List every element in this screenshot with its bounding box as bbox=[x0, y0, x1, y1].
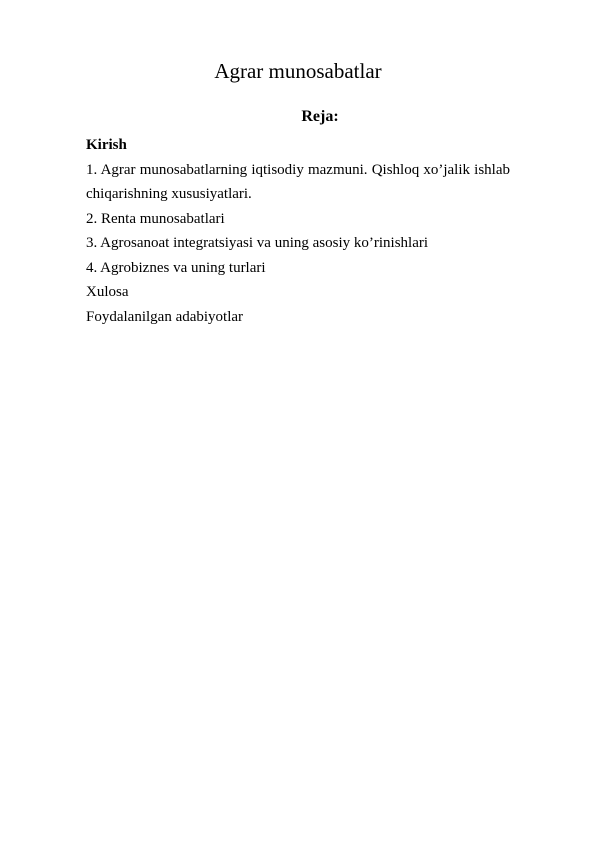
plan-item-4: 4. Agrobiznes va uning turlari bbox=[86, 259, 266, 276]
plan-intro: Kirish bbox=[86, 137, 127, 153]
plan-conclusion: Xulosa bbox=[86, 284, 129, 300]
plan-item-2: 2. Renta munosabatlari bbox=[86, 210, 225, 227]
plan-heading: Reja: bbox=[301, 108, 339, 125]
document-title: Agrar munosabatlar bbox=[214, 59, 382, 83]
plan-item-3: 3. Agrosanoat integratsiyasi va uning asosiy ko’rinishlari bbox=[86, 235, 429, 251]
plan-references: Foydalanilgan adabiyotlar bbox=[86, 308, 244, 325]
plan-item-1: 1. Agrar munosabatlarning iqtisodiy mazmuni. Qishloq xo’jalik ishlab chiqarishning xususiyatlari. bbox=[86, 161, 510, 202]
plan-list bbox=[86, 133, 510, 329]
